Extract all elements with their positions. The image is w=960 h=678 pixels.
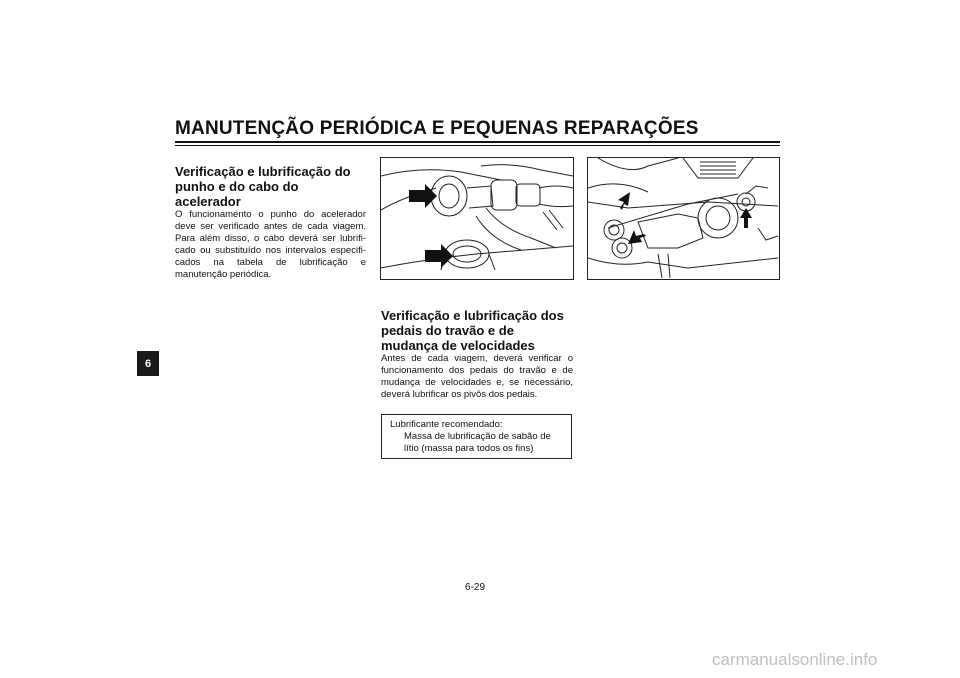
throttle-grip-illustration (380, 157, 574, 280)
lubricant-label: Lubrificante recomendado: (390, 419, 503, 430)
lubricant-value: Massa de lubrificação de sabão de lítio (massa para todos os fins) (404, 431, 551, 455)
throttle-section-body: O funcionamento o punho do acelerador deve ser verificado antes de cada viagem. Para além disso, o cabo deverá ser lubrifi-cado ou substituído nos intervalos especifi-cados na tabela de lubrificação e manutenção periódica. (175, 209, 366, 281)
pedal-pivot-illustration (587, 157, 780, 280)
page-header: MANUTENÇÃO PERIÓDICA E PEQUENAS REPARAÇÕES (175, 118, 699, 139)
arrow-right-icon (425, 244, 453, 268)
watermark: carmanualsonline.info (712, 650, 878, 669)
recommended-lubricant-box (381, 414, 572, 459)
arrow-up-icon (740, 208, 752, 228)
pedals-section-title: Verificação e lubrificação dos pedais do travão e de mudança de velocidades (381, 308, 564, 353)
throttle-section-title: Verificação e lubrificação do punho e do cabo do acelerador (175, 164, 351, 209)
header-rule (175, 141, 780, 143)
pedals-section (381, 308, 573, 401)
pedals-section-body: Antes de cada viagem, deverá verificar o funcionamento dos pedais do travão e de mudança de velocidades e, se necessário, deverá lubrificar os pivôs dos pedais. (381, 353, 573, 401)
page-number: 6-29 (465, 582, 486, 593)
header-rule-thin (175, 145, 780, 146)
chapter-tab: 6 (137, 351, 159, 376)
throttle-section (175, 164, 366, 282)
